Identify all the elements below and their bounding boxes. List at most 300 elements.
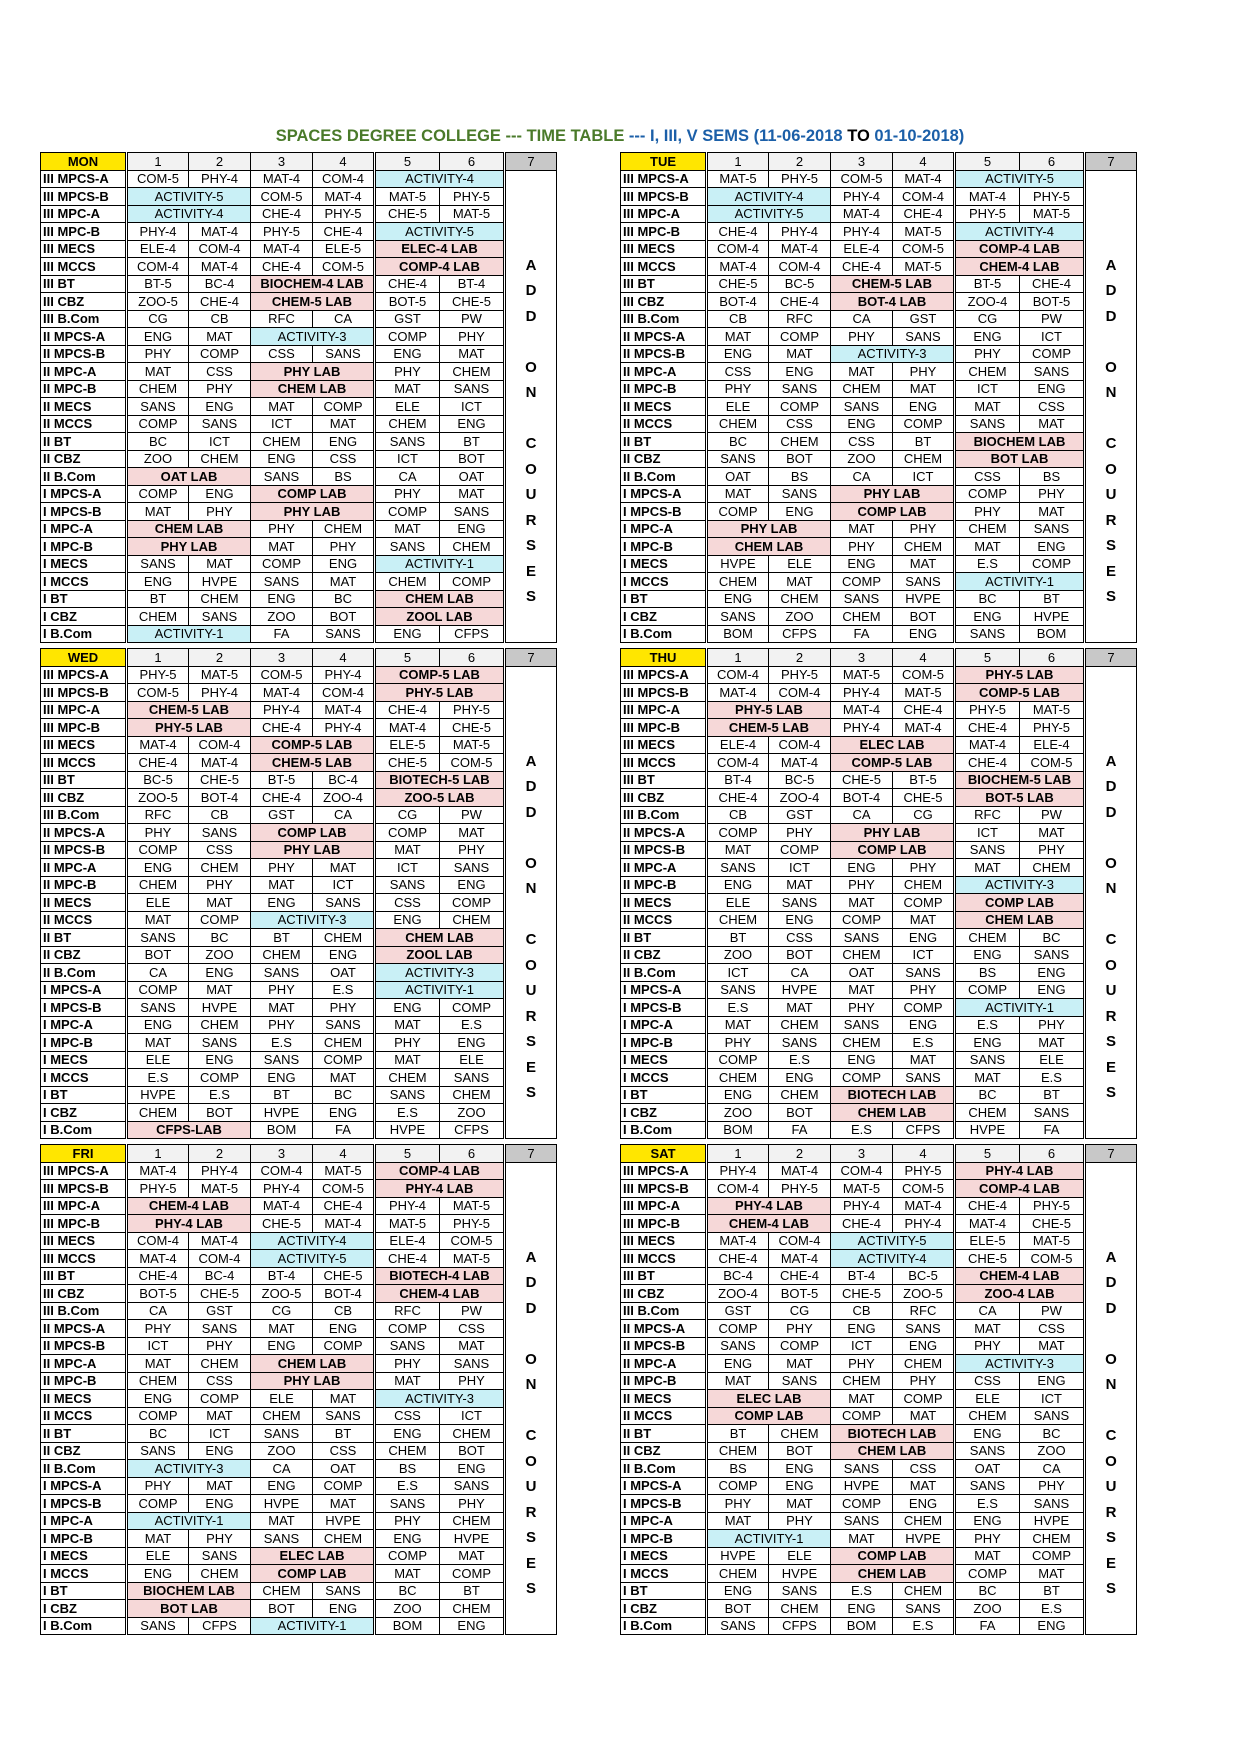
subject-cell: PHY [955,1337,1020,1355]
class-name: II B.Com [621,964,707,982]
subject-cell: ENG [831,859,893,877]
day-label: FRI [41,1145,127,1163]
subject-cell: CSS [189,841,251,859]
table-row [41,380,557,398]
period-header: 6 [440,153,505,171]
activity-cell: ACTIVITY-5 [127,188,251,206]
subject-cell: ENG [769,911,831,929]
subject-cell: CG [375,806,440,824]
subject-cell: MAT [1020,503,1085,521]
subject-cell: COM-4 [707,754,769,772]
lab-cell: PHY LAB [831,485,955,503]
subject-cell: PHY [955,345,1020,363]
subject-cell: SANS [893,964,955,982]
subject-cell: SANS [251,1425,313,1443]
period-header: 3 [831,153,893,171]
subject-cell: ENG [707,345,769,363]
subject-cell: COMP [189,345,251,363]
subject-cell: CHE-4 [127,754,189,772]
period-header: 1 [707,1145,769,1163]
subject-cell: OAT [313,964,375,982]
subject-cell: ENG [1020,538,1085,556]
table-row [41,1016,557,1034]
class-name: II MCCS [41,1407,127,1425]
table-row [41,1337,557,1355]
class-name: II CBZ [621,946,707,964]
subject-cell: SANS [251,1530,313,1548]
add-on-letter: N [525,1376,537,1394]
class-name: III B.Com [621,806,707,824]
add-on-letter: O [1105,1452,1117,1470]
subject-cell: COMP [955,1565,1020,1583]
period-header: 3 [251,649,313,667]
subject-cell: GST [707,1302,769,1320]
subject-cell: SANS [440,859,505,877]
subject-cell: MAT [955,398,1020,416]
subject-cell: COMP [1020,555,1085,573]
class-name: II B.Com [41,964,127,982]
subject-cell: MAT [313,1495,375,1513]
table-row [41,911,557,929]
subject-cell: COM-5 [127,684,189,702]
class-name: I MPC-B [621,1034,707,1052]
table-row [41,789,557,807]
subject-cell: CA [831,806,893,824]
subject-cell: CHE-4 [375,275,440,293]
day-label: WED [41,649,127,667]
subject-cell: ZOO-4 [955,293,1020,311]
table-row [621,258,1137,276]
day-block-wed [40,648,557,1139]
activity-cell: ACTIVITY-4 [955,223,1085,241]
subject-cell: CSS [313,450,375,468]
table-row [621,380,1137,398]
subject-cell: ENG [127,328,189,346]
subject-cell: BC [127,433,189,451]
table-row [41,223,557,241]
subject-cell: E.S [893,1034,955,1052]
lab-cell: COMP-4 LAB [375,1162,505,1180]
table-row [41,275,557,293]
table-row [621,894,1137,912]
subject-cell: BC [313,590,375,608]
lab-cell: CHEM LAB [375,590,505,608]
subject-cell: PHY [893,363,955,381]
subject-cell: BC [1020,1425,1085,1443]
lab-cell: ZOOL LAB [375,946,505,964]
class-name: III CBZ [41,789,127,807]
subject-cell: ENG [707,1355,769,1373]
subject-cell: BT-4 [251,1267,313,1285]
subject-cell: CB [707,806,769,824]
subject-cell: PHY [313,999,375,1017]
class-name: II MECS [621,1390,707,1408]
class-name: II MPC-A [621,363,707,381]
table-row [621,964,1137,982]
table-row [621,275,1137,293]
period-header: 7 [505,1145,557,1163]
class-name: III B.Com [41,1302,127,1320]
class-name: II MPCS-A [41,824,127,842]
table-row [41,1051,557,1069]
subject-cell: COM-4 [313,170,375,188]
subject-cell: ELE-4 [127,240,189,258]
subject-cell: ENG [313,946,375,964]
subject-cell: CHEM [955,929,1020,947]
subject-cell: COMP [1020,1547,1085,1565]
period-header: 4 [313,649,375,667]
activity-cell: ACTIVITY-4 [251,1232,375,1250]
subject-cell: CSS [955,468,1020,486]
day-label: TUE [621,153,707,171]
subject-cell: ZOO [769,608,831,626]
add-on-letter: C [525,1427,537,1445]
class-name: I MCCS [621,1565,707,1583]
subject-cell: ENG [769,1460,831,1478]
add-on-letter [506,329,556,355]
table-row [621,1086,1137,1104]
subject-cell: COMP [955,485,1020,503]
table-row [621,468,1137,486]
subject-cell: MAT-4 [893,170,955,188]
period-header: 6 [440,649,505,667]
subject-cell: BOT [127,946,189,964]
subject-cell: ELE [127,1051,189,1069]
lab-cell: CHEM-5 LAB [251,754,375,772]
subject-cell: CHEM [313,520,375,538]
add-on-courses-column [1085,1162,1137,1635]
subject-cell: COMP [955,981,1020,999]
class-name: I MCCS [621,1069,707,1087]
subject-cell: CSS [1020,1320,1085,1338]
activity-cell: ACTIVITY-1 [127,625,251,643]
class-name: I MPCS-A [41,485,127,503]
subject-cell: CHEM [313,1034,375,1052]
add-on-letter: O [1105,854,1117,872]
add-on-letter: R [525,1007,537,1025]
subject-cell: PHY [707,1495,769,1513]
activity-cell: ACTIVITY-3 [955,1355,1085,1373]
subject-cell: MAT [375,1016,440,1034]
period-header: 4 [313,153,375,171]
subject-cell: PHY [893,981,955,999]
add-on-letter: D [525,307,537,325]
day-block-mon [40,152,557,643]
table-row [41,1285,557,1303]
subject-cell: ZOO [440,1104,505,1122]
lab-cell: COMP-5 LAB [375,666,505,684]
subject-cell: MAT-4 [769,754,831,772]
subject-cell: BT [440,433,505,451]
subject-cell: PW [1020,310,1085,328]
subject-cell: MAT [189,328,251,346]
subject-cell: ENG [375,1530,440,1548]
class-name: III CBZ [41,1285,127,1303]
table-row [41,1565,557,1583]
subject-cell: CHE-5 [1020,1215,1085,1233]
class-name: III B.Com [41,310,127,328]
subject-cell: BT-5 [893,771,955,789]
subject-cell: CSS [189,1372,251,1390]
subject-cell: CHEM [127,1372,189,1390]
subject-cell: ENG [189,1495,251,1513]
subject-cell: CHE-4 [955,1197,1020,1215]
subject-cell: BC-5 [769,275,831,293]
subject-cell: BC [955,1086,1020,1104]
lab-cell: PHY-4 LAB [127,1215,251,1233]
subject-cell: PHY-5 [440,1215,505,1233]
table-row [41,1372,557,1390]
subject-cell: E.S [189,1086,251,1104]
subject-cell: MAT [127,503,189,521]
class-name: II BT [621,1425,707,1443]
subject-cell: HVPE [831,1477,893,1495]
subject-cell: PHY-5 [127,1180,189,1198]
subject-cell: PHY [375,1034,440,1052]
class-name: I BT [41,1086,127,1104]
day-label: THU [621,649,707,667]
table-row [621,824,1137,842]
subject-cell: CHEM [707,1069,769,1087]
lab-cell: COMP LAB [251,1565,375,1583]
subject-cell: BS [955,964,1020,982]
subject-cell: E.S [127,1069,189,1087]
subject-cell: BOT [189,1104,251,1122]
subject-cell: ZOO [375,1600,440,1618]
subject-cell: ENG [893,625,955,643]
table-row [41,876,557,894]
class-name: I MPCS-B [621,999,707,1017]
subject-cell: CHE-4 [251,205,313,223]
class-name: III MPC-B [41,223,127,241]
table-row [621,1442,1137,1460]
subject-cell: CHE-5 [375,754,440,772]
subject-cell: CA [831,310,893,328]
subject-cell: PHY-5 [127,666,189,684]
subject-cell: CHEM [769,1425,831,1443]
table-row [41,666,557,684]
table-row [621,1069,1137,1087]
subject-cell: COM-5 [893,666,955,684]
subject-cell: BOT-4 [189,789,251,807]
class-name: II CBZ [621,1442,707,1460]
subject-cell: BS [375,1460,440,1478]
subject-cell: MAT-5 [313,1162,375,1180]
subject-cell: MAT [893,1051,955,1069]
subject-cell: CHEM [375,573,440,591]
class-name: I MPCS-B [621,1495,707,1513]
add-on-letter: S [1105,1580,1116,1598]
class-name: II MECS [621,894,707,912]
subject-cell: BOT-4 [313,1285,375,1303]
subject-cell: ICT [1020,328,1085,346]
add-on-letter [1086,1321,1136,1347]
period-header: 1 [707,153,769,171]
subject-cell: CHEM [831,946,893,964]
subject-cell: SANS [769,1582,831,1600]
subject-cell: COMP [893,415,955,433]
subject-cell: ZOO [251,608,313,626]
subject-cell: COMP [893,999,955,1017]
add-on-letter: D [1105,1274,1117,1292]
subject-cell: CHE-4 [893,205,955,223]
subject-cell: ZOO-5 [893,1285,955,1303]
lab-cell: ZOOL LAB [375,608,505,626]
add-on-letter: N [1105,880,1117,898]
subject-cell: MAT [831,520,893,538]
subject-cell: ENG [893,929,955,947]
subject-cell: ZOO [955,1600,1020,1618]
period-header: 7 [505,649,557,667]
table-row [621,1104,1137,1122]
subject-cell: MAT [440,1337,505,1355]
subject-cell: BT [251,929,313,947]
subject-cell: PHY-4 [375,1197,440,1215]
subject-cell: MAT [769,345,831,363]
lab-cell: CFPS-LAB [127,1121,251,1139]
subject-cell: PW [1020,1302,1085,1320]
table-row [41,1180,557,1198]
subject-cell: COMP [440,894,505,912]
subject-cell: MAT-4 [313,1215,375,1233]
subject-cell: ENG [375,625,440,643]
subject-cell: ICT [707,964,769,982]
subject-cell: CSS [769,929,831,947]
subject-cell: CFPS [440,625,505,643]
class-name: II B.Com [621,1460,707,1478]
class-name: III MCCS [621,258,707,276]
subject-cell: CA [769,964,831,982]
table-row [621,1600,1137,1618]
table-row [621,503,1137,521]
add-on-courses-column [505,170,557,643]
subject-cell: MAT [251,1512,313,1530]
subject-cell: SANS [440,1069,505,1087]
subject-cell: COM-4 [127,258,189,276]
subject-cell: ENG [955,946,1020,964]
class-name: II MCCS [621,415,707,433]
subject-cell: MAT [955,538,1020,556]
table-row [41,573,557,591]
class-name: III B.Com [621,1302,707,1320]
subject-cell: MAT [707,328,769,346]
add-on-courses-column [1085,666,1137,1139]
add-on-letter: R [1105,1007,1117,1025]
subject-cell: COMP [440,1565,505,1583]
lab-cell: CHEM LAB [707,538,831,556]
subject-cell: PHY-4 [831,719,893,737]
class-name: III BT [621,771,707,789]
subject-cell: PHY-4 [893,1215,955,1233]
period-header: 7 [1085,649,1137,667]
subject-cell: PW [440,806,505,824]
table-row [621,1180,1137,1198]
subject-cell: COM-5 [127,170,189,188]
table-row [621,450,1137,468]
subject-cell: MAT-4 [707,1232,769,1250]
class-name: II MPC-A [41,363,127,381]
subject-cell: MAT [375,520,440,538]
day-block-fri [40,1144,557,1635]
subject-cell: CHE-5 [440,719,505,737]
period-header: 5 [375,153,440,171]
period-header: 2 [769,1145,831,1163]
subject-cell: SANS [707,1337,769,1355]
subject-cell: OAT [440,468,505,486]
class-name: I MECS [621,1051,707,1069]
add-on-letter: S [1105,1033,1116,1051]
subject-cell: BC [189,929,251,947]
subject-cell: SANS [955,1477,1020,1495]
subject-cell: MAT [769,999,831,1017]
class-name: II MECS [41,894,127,912]
subject-cell: CHEM [1020,1530,1085,1548]
table-row [41,1547,557,1565]
table-row [41,398,557,416]
subject-cell: COM-5 [831,170,893,188]
subject-cell: CSS [769,415,831,433]
subject-cell: ENG [440,415,505,433]
add-on-letter: S [1105,588,1116,606]
subject-cell: CHE-5 [831,771,893,789]
subject-cell: MAT-4 [313,701,375,719]
subject-cell: ENG [831,1320,893,1338]
day-block-sat [620,1144,1137,1635]
subject-cell: ELE [1020,1051,1085,1069]
subject-cell: ENG [189,1442,251,1460]
lab-cell: ELEC LAB [831,736,955,754]
subject-cell: COM-4 [707,240,769,258]
subject-cell: CHEM [375,1069,440,1087]
subject-cell: BOT-4 [831,789,893,807]
table-row [621,223,1137,241]
class-name: III MECS [621,1232,707,1250]
subject-cell: MAT-4 [189,223,251,241]
subject-cell: ENG [955,1512,1020,1530]
subject-cell: BOM [1020,625,1085,643]
subject-cell: BOT-5 [375,293,440,311]
table-row [621,1215,1137,1233]
activity-cell: ACTIVITY-3 [375,964,505,982]
class-name: III MPCS-A [621,1162,707,1180]
subject-cell: ENG [955,1034,1020,1052]
subject-cell: SANS [127,1617,189,1635]
subject-cell: CHEM [955,363,1020,381]
page-title: SPACES DEGREE COLLEGE --- TIME TABLE --- I, III, V SEMS (11-06-2018 TO 01-10-2018) [275,127,965,145]
subject-cell: MAT-5 [831,666,893,684]
table-row [41,1034,557,1052]
table-row [621,590,1137,608]
add-on-letter [506,1321,556,1347]
table-row [41,964,557,982]
subject-cell: E.S [831,1121,893,1139]
subject-cell: SANS [375,1086,440,1104]
subject-cell: PHY [831,1355,893,1373]
subject-cell: BT [440,1582,505,1600]
subject-cell: CHEM [893,1512,955,1530]
subject-cell: ZOO-4 [707,1285,769,1303]
table-row [621,415,1137,433]
add-on-letter: E [525,1058,536,1076]
subject-cell: MAT [893,1477,955,1495]
period-header: 3 [831,649,893,667]
table-row [621,1034,1137,1052]
add-on-letter: N [525,384,537,402]
subject-cell: MAT [893,380,955,398]
table-row [41,841,557,859]
subject-cell: BC-5 [127,771,189,789]
table-row [41,520,557,538]
